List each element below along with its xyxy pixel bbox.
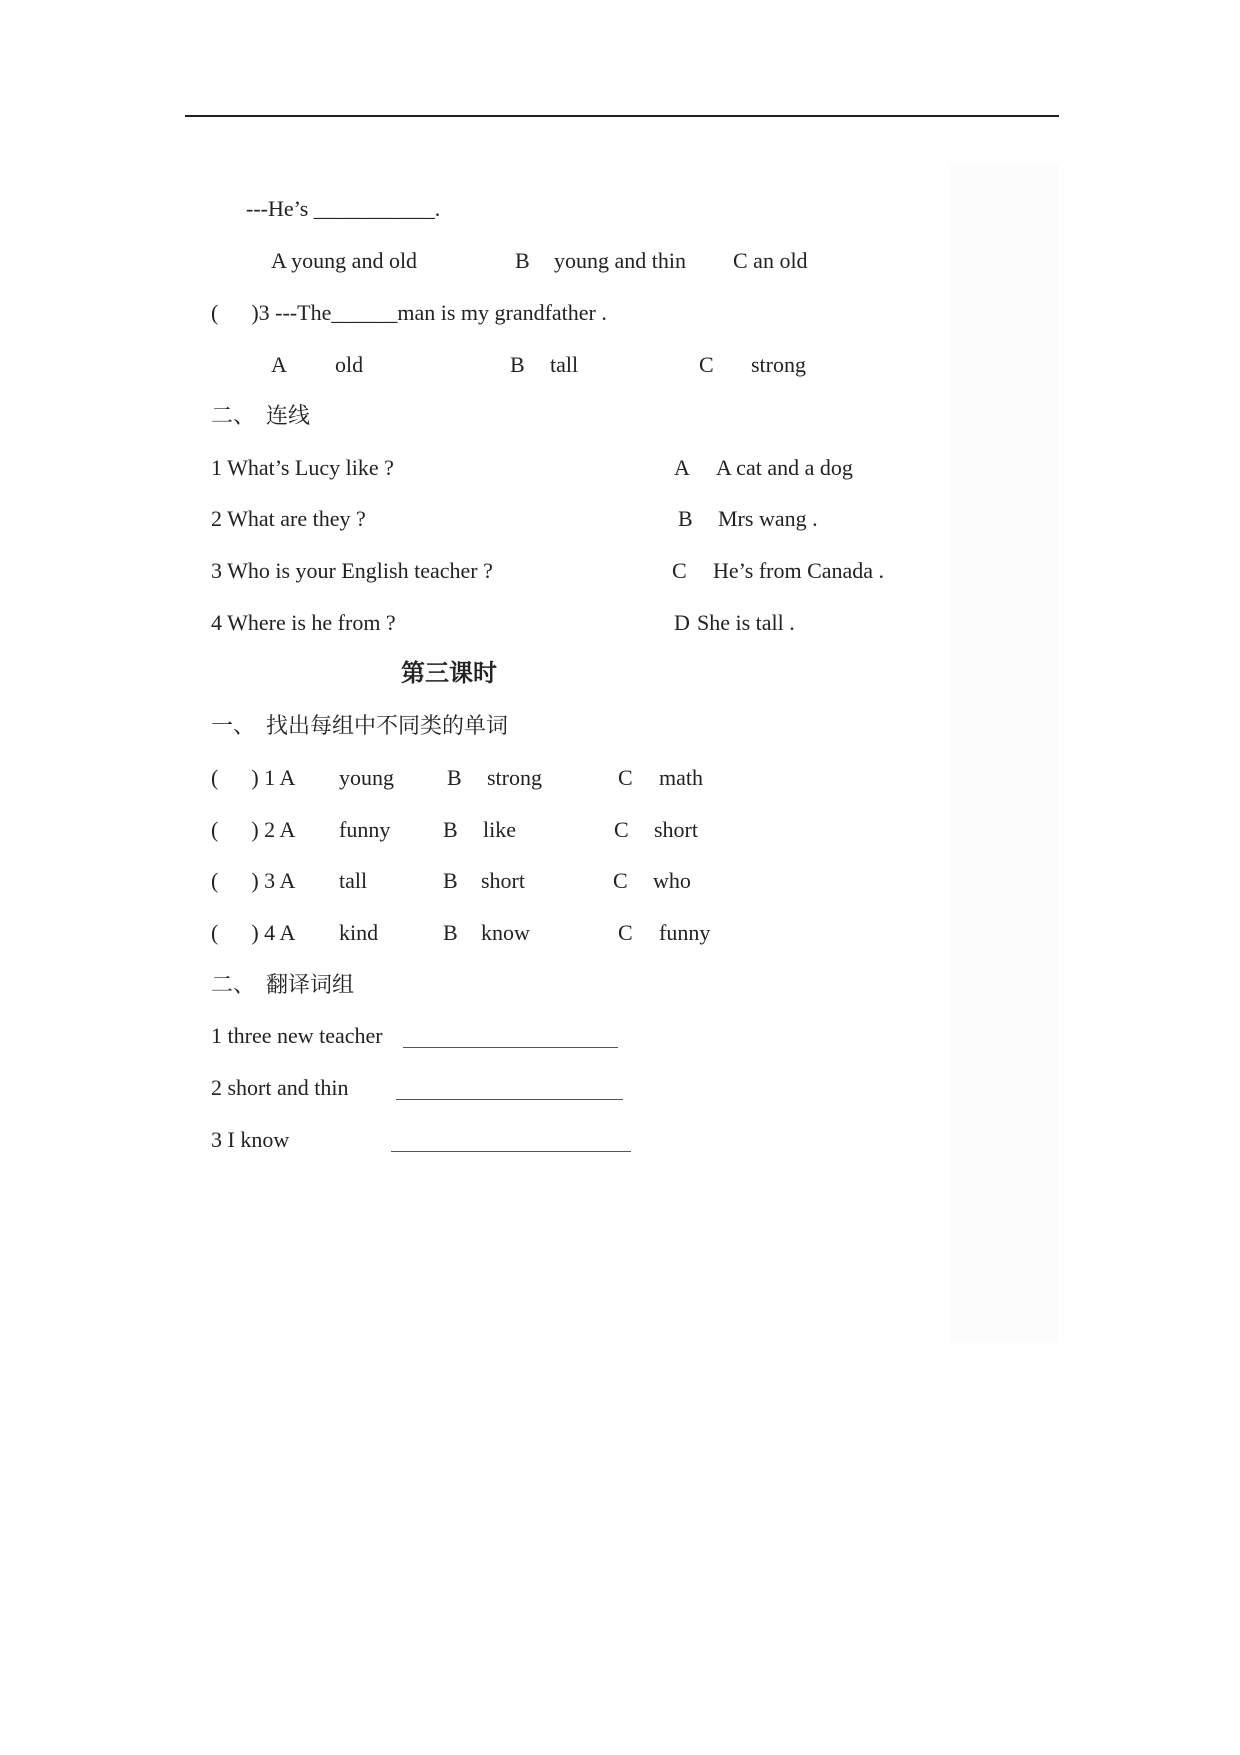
- section1-heading: 一、 找出每组中不同类的单词: [211, 713, 509, 738]
- option-a: funny: [339, 817, 391, 842]
- answer-blank-3: [391, 1151, 631, 1152]
- option-c: funny: [659, 920, 711, 945]
- answer-blank-1: [403, 1047, 618, 1048]
- row-number: ( ) 1 A: [211, 765, 296, 790]
- q2-option-b: young and thin: [554, 248, 686, 273]
- row-number: ( ) 4 A: [211, 920, 296, 945]
- match-right-letter-b: B: [678, 506, 693, 531]
- option-c: short: [654, 817, 698, 842]
- answer-blank-2: [396, 1099, 623, 1100]
- q3-option-b-letter: B: [510, 352, 525, 377]
- translate-item-1: 1 three new teacher: [211, 1023, 383, 1048]
- q3-option-c-letter: C: [699, 352, 714, 377]
- match-right-letter-a: A: [674, 455, 690, 480]
- option-b: know: [481, 920, 530, 945]
- match-right-b: Mrs wang .: [718, 506, 818, 531]
- option-b-letter: B: [443, 817, 458, 842]
- section2-heading: 二、 翻译词组: [211, 972, 355, 997]
- q2-option-b-letter: B: [515, 248, 530, 273]
- q2-option-a: A young and old: [271, 248, 418, 273]
- question-2-prompt: ---He’s ___________.: [246, 196, 441, 221]
- q3-option-a: old: [335, 352, 364, 377]
- translate-item-2: 2 short and thin: [211, 1075, 349, 1100]
- match-left-3: 3 Who is your English teacher ?: [211, 558, 493, 583]
- match-left-4: 4 Where is he from ?: [211, 610, 396, 635]
- option-c-letter: C: [618, 920, 633, 945]
- match-right-a: A cat and a dog: [716, 455, 853, 480]
- page-shade: [950, 163, 1059, 1343]
- row-number: ( ) 2 A: [211, 817, 296, 842]
- translate-item-3: 3 I know: [211, 1127, 290, 1152]
- option-b: strong: [487, 765, 542, 790]
- option-c-letter: C: [614, 817, 629, 842]
- option-b: like: [483, 817, 516, 842]
- q3-option-b: tall: [550, 352, 579, 377]
- match-left-1: 1 What’s Lucy like ?: [211, 455, 394, 480]
- lesson-title: 第三课时: [401, 661, 497, 687]
- question-3-prompt: ( )3 ---The______man is my grandfather .: [211, 300, 607, 325]
- option-a: tall: [339, 868, 368, 893]
- header-rule: [185, 115, 1059, 117]
- option-a: kind: [339, 920, 379, 945]
- option-b-letter: B: [443, 920, 458, 945]
- q3-option-a-letter: A: [271, 352, 287, 377]
- match-right-letter-c: C: [672, 558, 687, 583]
- option-b-letter: B: [447, 765, 462, 790]
- option-a: young: [339, 765, 394, 790]
- option-b: short: [481, 868, 525, 893]
- row-number: ( ) 3 A: [211, 868, 296, 893]
- option-c: math: [659, 765, 703, 790]
- option-c: who: [653, 868, 691, 893]
- match-right-c: He’s from Canada .: [713, 558, 885, 583]
- q3-option-c: strong: [751, 352, 806, 377]
- option-c-letter: C: [618, 765, 633, 790]
- q2-option-c: C an old: [733, 248, 808, 273]
- match-right-d: She is tall .: [697, 610, 795, 635]
- matching-heading: 二、 连线: [211, 403, 311, 428]
- option-b-letter: B: [443, 868, 458, 893]
- match-right-letter-d: D: [674, 610, 690, 635]
- match-left-2: 2 What are they ?: [211, 506, 366, 531]
- option-c-letter: C: [613, 868, 628, 893]
